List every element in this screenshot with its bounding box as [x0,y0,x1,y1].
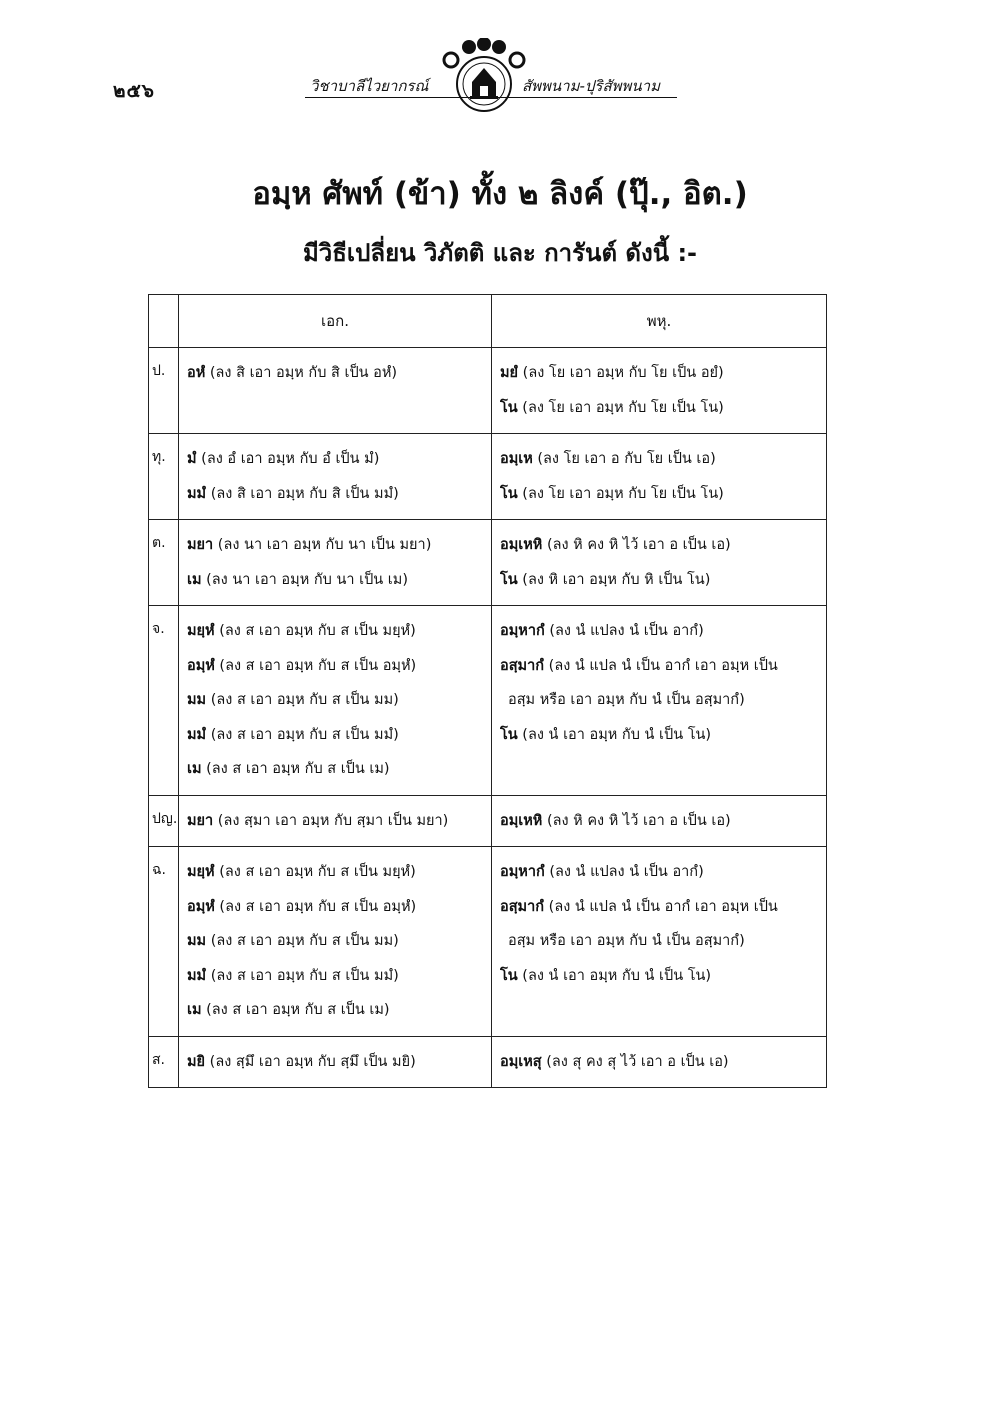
plural-line [500,528,822,563]
form-explanation: (ลง หิ คง หิ ไว้ เอา อ เป็น เอ) [542,812,731,829]
form-explanation: (ลง สฺมึ เอา อมฺห กับ สฺมึ เป็น มยิ) [205,1053,416,1070]
form-explanation: (ลง ส เอา อมฺห กับ ส เป็น มม) [206,933,399,949]
plural-cell [492,795,827,847]
header-right-text: สัพพนาม-ปุริสัพพนาม [522,77,660,95]
plural-cell [492,606,827,796]
form-explanation: (ลง ส เอา อมฺห กับ ส เป็น มยฺหํ) [214,864,416,880]
form-explanation: (ลง นา เอา อมฺห กับ นา เป็น เม) [201,571,408,588]
singular-cell [179,606,492,796]
word-form: อหํ [187,365,206,381]
plural-line [500,924,822,959]
plural-cell [492,1036,827,1088]
header-plural: พหุ. [492,295,827,348]
plural-line [500,477,822,512]
form-explanation: (ลง นํ เอา อมฺห กับ นํ เป็น โน) [517,967,712,984]
singular-line [187,528,487,563]
case-label: ต. [149,520,179,606]
table-row [149,1036,827,1088]
plural-cell [492,847,827,1037]
plural-line [500,1045,822,1080]
singular-line [187,356,487,391]
word-form: เม [187,761,202,777]
case-label: ส. [149,1036,179,1088]
table-row [149,795,827,847]
word-form: มมํ [187,967,207,984]
table-header-row [149,295,827,348]
form-explanation: (ลง นํ เอา อมฺห กับ นํ เป็น โน) [517,726,712,743]
singular-line [187,890,487,925]
plural-line [500,718,822,753]
form-explanation: (ลง สุ คง สุ ไว้ เอา อ เป็น เอ) [541,1053,729,1070]
page-title: อมฺห ศัพท์ (ข้า) ทั้ง ๒ ลิงค์ (ปุ๊., อิต.) [252,176,748,212]
case-label: จ. [149,606,179,796]
word-form: โน [500,967,518,984]
form-explanation: (ลง อํ เอา อมฺห กับ อํ เป็น มํ) [196,451,380,467]
case-label: ป. [149,348,179,434]
page-subtitle: มีวิธีเปลี่ยน วิภัตติ และ การันต์ ดังนี้ :- [302,239,698,267]
form-explanation: (ลง นํ แปลง นํ เป็น อากํ) [544,864,704,880]
form-explanation: อสฺม หรือ เอา อมฺห กับ นํ เป็น อสฺมากํ) [508,933,745,949]
plural-line [500,442,822,477]
form-explanation: (ลง ส เอา อมฺห กับ ส เป็น มมํ) [206,726,399,743]
word-form: มมํ [187,485,207,502]
form-explanation: (ลง ส เอา อมฺห กับ ส เป็น อมฺหํ) [214,898,417,915]
declension-table [148,294,827,1088]
word-form: เม [187,571,202,588]
table-row [149,847,827,1037]
word-form: มม [187,692,207,708]
plural-line [500,614,822,649]
singular-line [187,855,487,890]
word-form: อมฺหํ [187,657,215,674]
form-explanation: (ลง หิ คง หิ ไว้ เอา อ เป็น เอ) [542,537,731,553]
singular-line [187,563,487,598]
form-explanation: (ลง ส เอา อมฺห กับ ส เป็น มยฺหํ) [214,623,416,639]
form-explanation: (ลง นํ แปล นํ เป็น อากํ เอา อมฺห เป็น [544,657,778,674]
word-form: โน [500,399,518,416]
page-number: ๒๕๖ [113,80,155,102]
form-explanation: (ลง ส เอา อมฺห กับ ส เป็น เม) [201,761,390,777]
singular-line [187,477,487,512]
table-row [149,348,827,434]
singular-cell [179,520,492,606]
singular-line [187,804,487,839]
form-explanation: (ลง สิ เอา อมฺห กับ สิ เป็น มมํ) [206,485,399,502]
header-case [149,295,179,348]
form-explanation: (ลง สิ เอา อมฺห กับ สิ เป็น อหํ) [205,365,398,381]
plural-line [500,649,822,684]
plural-line [500,683,822,718]
plural-line [500,563,822,598]
emblem-logo [440,38,528,118]
case-label: ทุ. [149,434,179,520]
word-form: อมฺหากํ [500,623,545,639]
word-form: โน [500,571,518,588]
singular-line [187,959,487,994]
form-explanation: (ลง นํ แปลง นํ เป็น อากํ) [544,623,704,639]
form-explanation: (ลง ส เอา อมฺห กับ ส เป็น อมฺหํ) [214,657,417,674]
header-left-text: วิชาบาลีไวยากรณ์ [310,77,429,95]
word-form: อมฺเหสุ [500,1053,542,1070]
form-explanation: (ลง โย เอา อมฺห กับ โย เป็น โน) [517,399,724,416]
word-form: มยิ [187,1053,206,1070]
word-form: อสฺมากํ [500,657,545,674]
case-label: ฉ. [149,847,179,1037]
word-form: มมํ [187,726,207,743]
form-explanation: (ลง ส เอา อมฺห กับ ส เป็น เม) [201,1002,390,1018]
singular-line [187,924,487,959]
form-explanation: อสฺม หรือ เอา อมฺห กับ นํ เป็น อสฺมากํ) [508,692,745,708]
word-form: มยํ [500,365,519,381]
word-form: มํ [187,451,197,467]
plural-line [500,391,822,426]
form-explanation: (ลง ส เอา อมฺห กับ ส เป็น มมํ) [206,967,399,984]
form-explanation: (ลง โย เอา อมฺห กับ โย เป็น โน) [517,485,724,502]
table-row [149,520,827,606]
form-explanation: (ลง ส เอา อมฺห กับ ส เป็น มม) [206,692,399,708]
singular-line [187,442,487,477]
singular-cell [179,348,492,434]
singular-line [187,993,487,1028]
singular-cell [179,795,492,847]
table-body [149,348,827,1088]
word-form: โน [500,485,518,502]
form-explanation: (ลง สฺมา เอา อมฺห กับ สฺมา เป็น มยา) [213,812,449,829]
case-label: ปญ. [149,795,179,847]
table-row [149,434,827,520]
word-form: มยา [187,812,214,829]
singular-line [187,649,487,684]
singular-line [187,752,487,787]
word-form: อมฺหํ [187,898,215,915]
word-form: มม [187,933,207,949]
plural-cell [492,434,827,520]
singular-line [187,718,487,753]
form-explanation: (ลง นา เอา อมฺห กับ นา เป็น มยา) [213,537,432,553]
singular-cell [179,1036,492,1088]
plural-line [500,959,822,994]
plural-line [500,855,822,890]
singular-line [187,683,487,718]
singular-cell [179,847,492,1037]
singular-line [187,614,487,649]
word-form: มยฺหํ [187,864,215,880]
word-form: เม [187,1002,202,1018]
word-form: อมฺเหหิ [500,537,543,553]
word-form: อมฺหากํ [500,864,545,880]
word-form: มยฺหํ [187,623,215,639]
plural-line [500,356,822,391]
form-explanation: (ลง โย เอา อ กับ โย เป็น เอ) [532,451,716,467]
word-form: อสฺมากํ [500,898,545,915]
word-form: อมฺเห [500,451,533,467]
singular-line [187,1045,487,1080]
plural-line [500,804,822,839]
plural-line [500,890,822,925]
word-form: อมฺเหหิ [500,812,543,829]
word-form: มยา [187,537,214,553]
table-row [149,606,827,796]
plural-cell [492,348,827,434]
form-explanation: (ลง นํ แปล นํ เป็น อากํ เอา อมฺห เป็น [544,898,778,915]
plural-cell [492,520,827,606]
form-explanation: (ลง โย เอา อมฺห กับ โย เป็น อยํ) [518,365,724,381]
header-singular: เอก. [179,295,492,348]
singular-cell [179,434,492,520]
word-form: โน [500,726,518,743]
form-explanation: (ลง หิ เอา อมฺห กับ หิ เป็น โน) [517,571,711,588]
